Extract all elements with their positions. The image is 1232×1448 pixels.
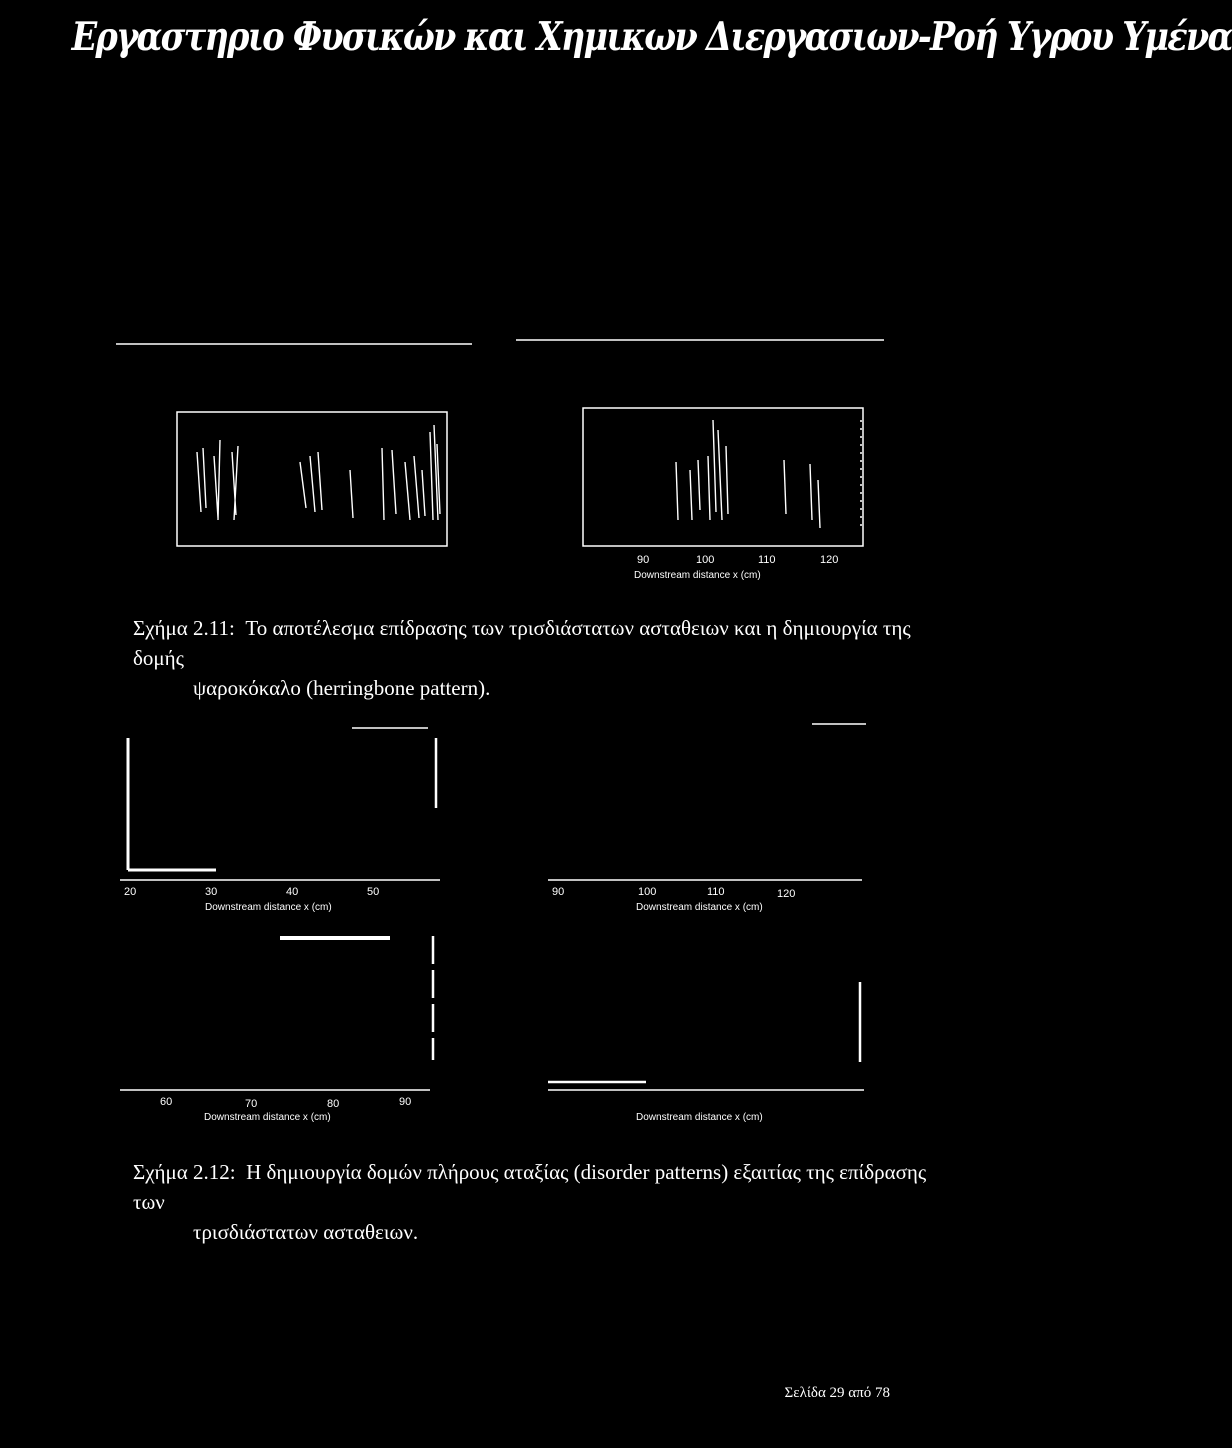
fig211-tick-100: 100 — [696, 554, 715, 566]
fig212c-tick-60: 60 — [160, 1096, 173, 1108]
fig211-caption-line1: Το αποτέλεσμα επίδρασης των τρισδιάστατων ασταθειων και η δημιουργία της δομής — [133, 616, 911, 670]
fig212c-tick-90: 90 — [399, 1096, 412, 1108]
fig212b-xlabel: Downstream distance x (cm) — [636, 902, 763, 913]
fig211-left-streaks — [197, 425, 440, 520]
fig212a-tick-30: 30 — [205, 886, 218, 898]
fig212-caption-line2: τρισδιάστατων ασταθειων. — [193, 1220, 419, 1244]
fig212b-tick-120: 120 — [777, 888, 796, 900]
fig212b-tick-110: 110 — [707, 886, 725, 898]
fig211-caption-line2: ψαροκόκαλο (herringbone pattern). — [193, 676, 491, 700]
fig211-tick-90: 90 — [637, 554, 650, 566]
fig212-caption — [133, 1157, 933, 1247]
page-number: Σελίδα 29 από 78 — [784, 1385, 890, 1401]
fig212c-tick-70: 70 — [245, 1098, 258, 1110]
fig212a-xlabel: Downstream distance x (cm) — [205, 902, 332, 913]
fig211-caption — [133, 613, 933, 703]
fig212a-tick-20: 20 — [124, 886, 137, 898]
fig212-caption-label: Σχήμα 2.12: — [133, 1160, 236, 1184]
fig211-tick-110: 110 — [758, 554, 776, 566]
fig212-caption-line1: Η δημιουργία δομών πλήρους αταξίας (disorder patterns) εξαιτίας της επίδρασης των — [133, 1160, 927, 1214]
page-header-title: Εργαστηριο Φυσικών και Χημικων Διεργασιων-Ροή Υγρου Υμένα — [71, 14, 1232, 60]
fig212a-tick-50: 50 — [367, 886, 380, 898]
fig212c-xlabel: Downstream distance x (cm) — [204, 1112, 331, 1123]
fig211-right-frame — [583, 408, 863, 546]
fig212a-tick-40: 40 — [286, 886, 299, 898]
fig211-right-streaks — [676, 420, 820, 528]
fig212b-tick-100: 100 — [638, 886, 657, 898]
fig212c-tick-80: 80 — [327, 1098, 340, 1110]
fig211-xlabel: Downstream distance x (cm) — [634, 570, 761, 581]
fig211-caption-label: Σχήμα 2.11: — [133, 616, 235, 640]
fig212b-tick-90: 90 — [552, 886, 565, 898]
fig212d-xlabel: Downstream distance x (cm) — [636, 1112, 763, 1123]
fig211-tick-120: 120 — [820, 554, 839, 566]
